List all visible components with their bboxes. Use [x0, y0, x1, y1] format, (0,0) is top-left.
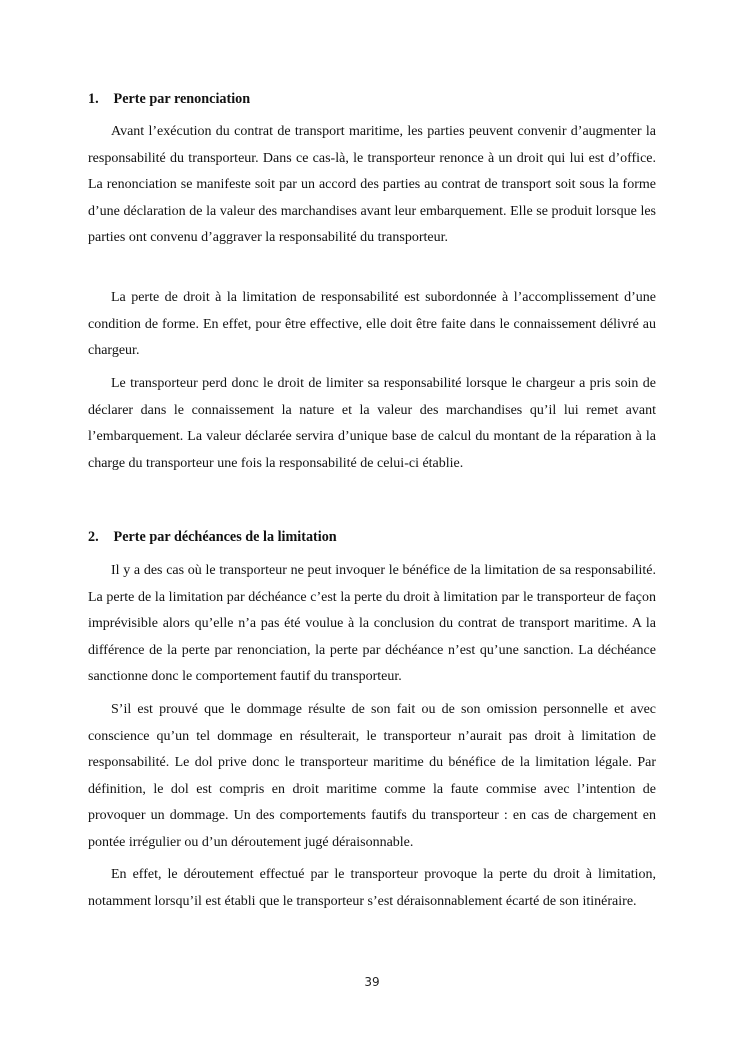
paragraph: Avant l’exécution du contrat de transport maritime, les parties peuvent convenir d’augmenter la responsabilité du transporteur. Dans ce cas-là, le transporteur renonce à un droit qui lui est d’office. La renonciation se manifeste soit par un accord des parties au contrat de transport soit sous la forme d’une déclaration de la valeur des marchandises avant leur embarquement. Elle se produit lorsque les parties ont convenu d’aggraver la responsabilité du transporteur. — [88, 124, 656, 245]
section-title: Perte par renonciation — [113, 91, 251, 107]
section-number: 2. — [88, 529, 99, 545]
page-number: 39 — [364, 975, 380, 989]
section-title: Perte par déchéances de la limitation — [113, 529, 337, 545]
section-number: 1. — [88, 91, 99, 107]
section-heading-2 — [88, 528, 588, 546]
paragraph: La perte de droit à la limitation de responsabilité est subordonnée à l’accomplissement d’une condition de forme. En effet, pour être effective, elle doit être faite dans le connaissement délivré au chargeur. — [88, 290, 656, 358]
paragraph: S’il est prouvé que le dommage résulte de son fait ou de son omission personnelle et avec conscience qu’un tel dommage en résulterait, le transporteur n’aurait pas droit à limitation de responsabilité. Le dol prive donc le transporteur maritime du bénéfice de la limitation légale. Par définition, le dol est compris en droit maritime comme la faute commise avec l’intention de provoquer un dommage. Un des comportements fautifs du transporteur : en cas de chargement en pontée irrégulier ou d’un déroutement jugé déraisonnable. — [88, 702, 656, 850]
paragraph: Le transporteur perd donc le droit de limiter sa responsabilité lorsque le chargeur a pris soin de déclarer dans le connaissement la nature et la valeur des marchandises qu’il lui remet avant l’embarquement. La valeur déclarée servira d’unique base de calcul du montant de la réparation à la charge du transporteur une fois la responsabilité de celui-ci établie. — [88, 376, 656, 471]
paragraph: Il y a des cas où le transporteur ne peut invoquer le bénéfice de la limitation de sa responsabilité. La perte de la limitation par déchéance c’est la perte du droit à limitation par le transporteur de façon imprévisible alors qu’elle n’a pas été voulue à la conclusion du contrat de transport maritime. A la différence de la perte par renonciation, la perte par déchéance n’est qu’une sanction. La déchéance sanctionne donc le comportement fautif du transporteur. — [88, 563, 656, 684]
section-heading-1 — [88, 90, 588, 108]
paragraph: En effet, le déroutement effectué par le transporteur provoque la perte du droit à limitation, notamment lorsqu’il est établi que le transporteur s’est déraisonnablement écarté de son itinéraire. — [88, 867, 656, 909]
